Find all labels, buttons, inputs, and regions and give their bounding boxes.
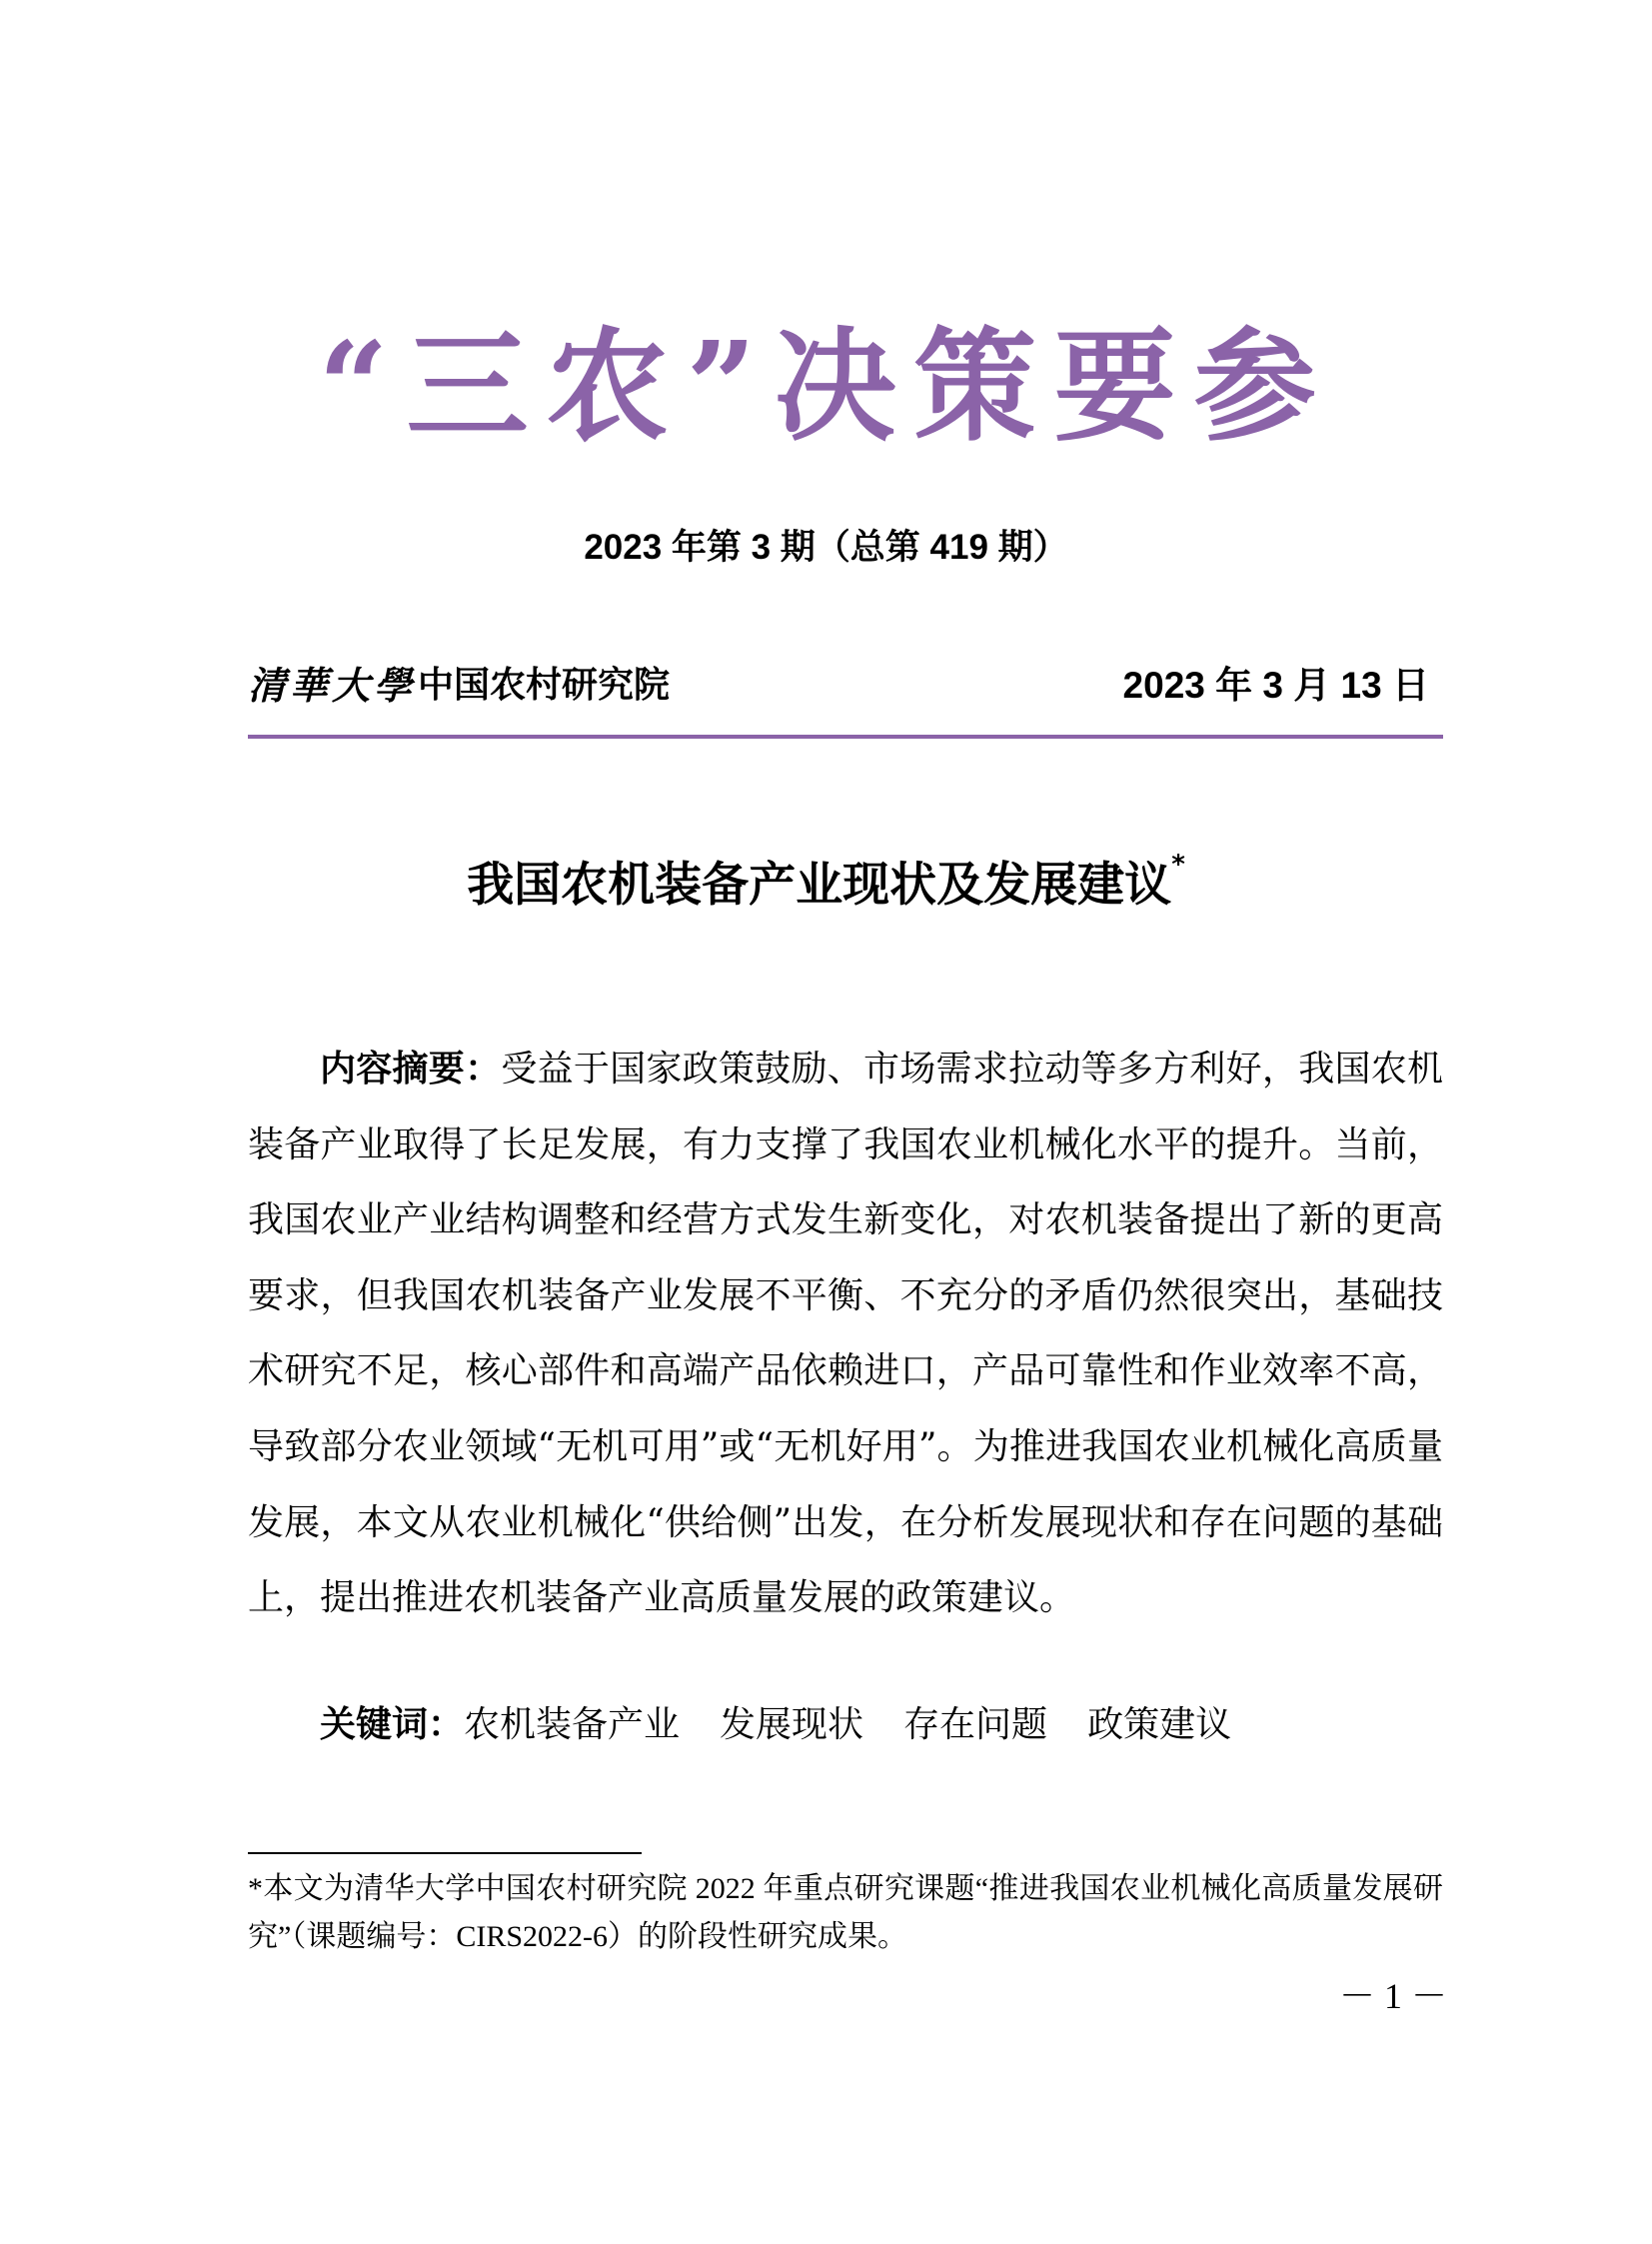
masthead-title: “三农”决策要参: [318, 314, 1334, 458]
abstract-label: 内容摘要：: [320, 1049, 502, 1090]
footnote: *本文为清华大学中国农村研究院 2022 年重点研究课题“推进我国农业机械化高质量发展研究”（课题编号：CIRS2022-6）的阶段性研究成果。: [248, 1872, 1443, 1953]
keywords-label: 关键词：: [320, 1704, 465, 1745]
header-divider: [248, 735, 1443, 739]
abstract-text: 受益于国家政策鼓励、市场需求拉动等多方利好，我国农机装备产业取得了长足发展，有力支撑了我国农业机械化水平的提升。当前，我国农业产业结构调整和经营方式发生新变化，对农机装备提出了新的更高要求，但我国农机装备产业发展不平衡、不充分的矛盾仍然很突出，基础技术研究不足，核心部件和高端产品依赖进口，产品可靠性和作业效率不高，导致部分农业领域“无机可用”或“无机好用”。为推进我国农业机械化高质量发展，本文从农业机械化“供给侧”出发，在分析发展现状和存在问题的基础上，提出推进农机装备产业高质量发展的政策建议。: [248, 1049, 1443, 1619]
keyword: 政策建议: [1087, 1704, 1232, 1745]
keyword: 发展现状: [720, 1704, 864, 1745]
keyword: 存在问题: [903, 1704, 1048, 1745]
keywords-line: [320, 1687, 1443, 1762]
article-title-text: 我国农机装备产业现状及发展建议: [467, 858, 1172, 913]
abstract-paragraph: [248, 1032, 1443, 1636]
university-logo: 清華大學: [248, 663, 417, 708]
publish-date: 2023 年 3 月 13 日: [1122, 665, 1429, 706]
institute-name: 中国农村研究院: [418, 665, 671, 706]
page-number: － 1 －: [1338, 1976, 1447, 2016]
publisher-header: [248, 662, 1443, 712]
footnote-divider: [248, 1852, 642, 1854]
issue-number: 2023 年第 3 期（总第 419 期）: [584, 528, 1068, 567]
title-footnote-mark: *: [1171, 850, 1185, 880]
keyword: 农机装备产业: [464, 1704, 681, 1745]
article-title: [0, 850, 1652, 913]
